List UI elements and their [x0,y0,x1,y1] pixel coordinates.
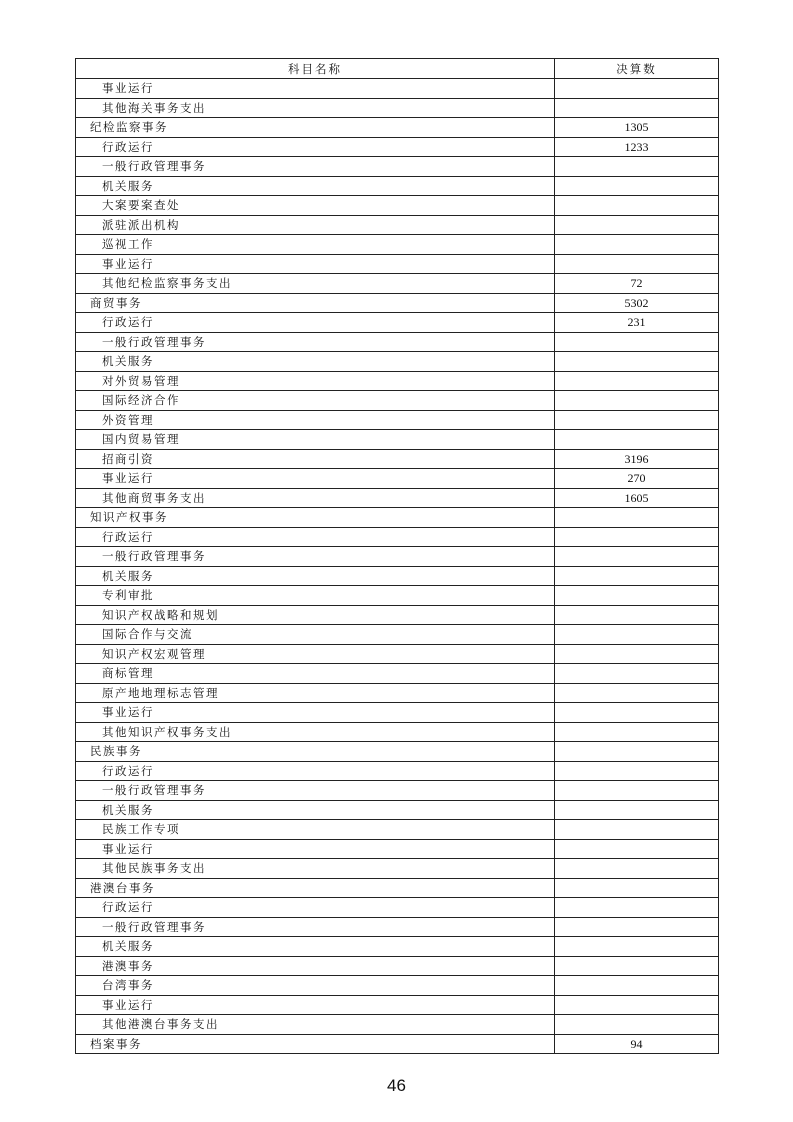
table-row [76,1034,719,1054]
table-row [76,371,719,391]
final-amount-cell [555,625,719,645]
table-row [76,508,719,528]
subject-name-cell: 事业运行 [76,469,555,489]
table-row [76,137,719,157]
table-row [76,956,719,976]
table-row [76,235,719,255]
table-row [76,644,719,664]
page-number: 46 [387,1076,406,1095]
subject-name-cell: 港澳事务 [76,956,555,976]
table-row [76,703,719,723]
final-amount-cell [555,605,719,625]
table-row [76,527,719,547]
table-row [76,215,719,235]
table-row [76,547,719,567]
subject-name-cell: 档案事务 [76,1034,555,1054]
final-amount-cell [555,98,719,118]
subject-name-cell: 商标管理 [76,664,555,684]
table-row [76,937,719,957]
table-row [76,488,719,508]
subject-name-cell: 行政运行 [76,527,555,547]
final-amount-cell [555,703,719,723]
final-amount-cell: 1233 [555,137,719,157]
table-row [76,313,719,333]
table-row [76,469,719,489]
subject-name-cell: 外资管理 [76,410,555,430]
table-row [76,1015,719,1035]
subject-name-cell: 事业运行 [76,254,555,274]
final-amount-cell [555,878,719,898]
table-row [76,157,719,177]
subject-name-cell: 机关服务 [76,800,555,820]
final-amount-cell: 270 [555,469,719,489]
table-row [76,839,719,859]
subject-name-cell: 巡视工作 [76,235,555,255]
table-row [76,820,719,840]
final-amount-cell: 231 [555,313,719,333]
subject-name-cell: 其他港澳台事务支出 [76,1015,555,1035]
final-amount-cell [555,235,719,255]
final-amount-cell [555,371,719,391]
final-amount-cell [555,1015,719,1035]
final-amount-cell [555,898,719,918]
final-amount-cell [555,859,719,879]
subject-name-cell: 派驻派出机构 [76,215,555,235]
table-row [76,79,719,99]
final-amount-cell [555,683,719,703]
final-amount-cell [555,547,719,567]
budget-table [75,58,719,1054]
subject-name-cell: 机关服务 [76,937,555,957]
table-row [76,664,719,684]
table-row [76,254,719,274]
budget-table-container [75,58,718,1054]
table-row [76,878,719,898]
subject-name-cell: 知识产权宏观管理 [76,644,555,664]
subject-name-cell: 一般行政管理事务 [76,547,555,567]
table-row [76,410,719,430]
final-amount-cell: 3196 [555,449,719,469]
subject-name-cell: 专利审批 [76,586,555,606]
table-row [76,761,719,781]
subject-name-cell: 其他纪检监察事务支出 [76,274,555,294]
subject-name-cell: 一般行政管理事务 [76,781,555,801]
final-amount-cell [555,800,719,820]
subject-name-cell: 民族工作专项 [76,820,555,840]
final-amount-cell [555,839,719,859]
subject-name-cell: 纪检监察事务 [76,118,555,138]
table-row [76,742,719,762]
table-row [76,176,719,196]
final-amount-cell: 72 [555,274,719,294]
final-amount-cell [555,79,719,99]
final-amount-cell [555,917,719,937]
final-amount-cell [555,995,719,1015]
subject-name-cell: 知识产权战略和规划 [76,605,555,625]
table-row [76,683,719,703]
final-amount-cell [555,332,719,352]
table-row [76,196,719,216]
subject-name-cell: 行政运行 [76,137,555,157]
final-amount-cell [555,742,719,762]
subject-name-cell: 机关服务 [76,352,555,372]
final-amount-cell: 5302 [555,293,719,313]
table-row [76,391,719,411]
subject-name-cell: 大案要案查处 [76,196,555,216]
subject-name-cell: 行政运行 [76,898,555,918]
final-amount-cell [555,761,719,781]
subject-name-cell: 事业运行 [76,703,555,723]
final-amount-cell [555,566,719,586]
final-amount-cell [555,976,719,996]
final-amount-cell [555,508,719,528]
header-subject-name: 科目名称 [76,59,555,79]
subject-name-cell: 对外贸易管理 [76,371,555,391]
subject-name-cell: 其他海关事务支出 [76,98,555,118]
final-amount-cell [555,391,719,411]
subject-name-cell: 港澳台事务 [76,878,555,898]
subject-name-cell: 台湾事务 [76,976,555,996]
table-header-row [76,59,719,79]
table-row [76,800,719,820]
table-body [76,79,719,1054]
table-row [76,352,719,372]
subject-name-cell: 机关服务 [76,176,555,196]
final-amount-cell: 1605 [555,488,719,508]
subject-name-cell: 行政运行 [76,761,555,781]
final-amount-cell [555,410,719,430]
subject-name-cell: 国内贸易管理 [76,430,555,450]
table-row [76,722,719,742]
table-row [76,917,719,937]
table-row [76,995,719,1015]
final-amount-cell [555,254,719,274]
final-amount-cell [555,352,719,372]
table-row [76,274,719,294]
subject-name-cell: 其他知识产权事务支出 [76,722,555,742]
table-row [76,118,719,138]
final-amount-cell [555,820,719,840]
subject-name-cell: 民族事务 [76,742,555,762]
final-amount-cell [555,215,719,235]
subject-name-cell: 国际合作与交流 [76,625,555,645]
subject-name-cell: 其他民族事务支出 [76,859,555,879]
subject-name-cell: 招商引资 [76,449,555,469]
table-row [76,625,719,645]
table-row [76,449,719,469]
final-amount-cell: 94 [555,1034,719,1054]
subject-name-cell: 事业运行 [76,79,555,99]
subject-name-cell: 商贸事务 [76,293,555,313]
final-amount-cell [555,644,719,664]
subject-name-cell: 国际经济合作 [76,391,555,411]
table-row [76,781,719,801]
table-row [76,898,719,918]
subject-name-cell: 一般行政管理事务 [76,332,555,352]
subject-name-cell: 原产地地理标志管理 [76,683,555,703]
subject-name-cell: 一般行政管理事务 [76,917,555,937]
table-row [76,976,719,996]
final-amount-cell [555,937,719,957]
header-final-amount: 决算数 [555,59,719,79]
final-amount-cell [555,586,719,606]
subject-name-cell: 行政运行 [76,313,555,333]
table-row [76,293,719,313]
table-row [76,566,719,586]
subject-name-cell: 事业运行 [76,995,555,1015]
table-row [76,859,719,879]
table-row [76,586,719,606]
subject-name-cell: 机关服务 [76,566,555,586]
final-amount-cell [555,664,719,684]
final-amount-cell [555,527,719,547]
final-amount-cell [555,157,719,177]
table-row [76,98,719,118]
final-amount-cell [555,176,719,196]
subject-name-cell: 一般行政管理事务 [76,157,555,177]
table-row [76,605,719,625]
final-amount-cell [555,722,719,742]
table-row [76,332,719,352]
table-row [76,430,719,450]
subject-name-cell: 事业运行 [76,839,555,859]
final-amount-cell [555,781,719,801]
subject-name-cell: 其他商贸事务支出 [76,488,555,508]
final-amount-cell [555,430,719,450]
final-amount-cell [555,196,719,216]
final-amount-cell: 1305 [555,118,719,138]
final-amount-cell [555,956,719,976]
subject-name-cell: 知识产权事务 [76,508,555,528]
